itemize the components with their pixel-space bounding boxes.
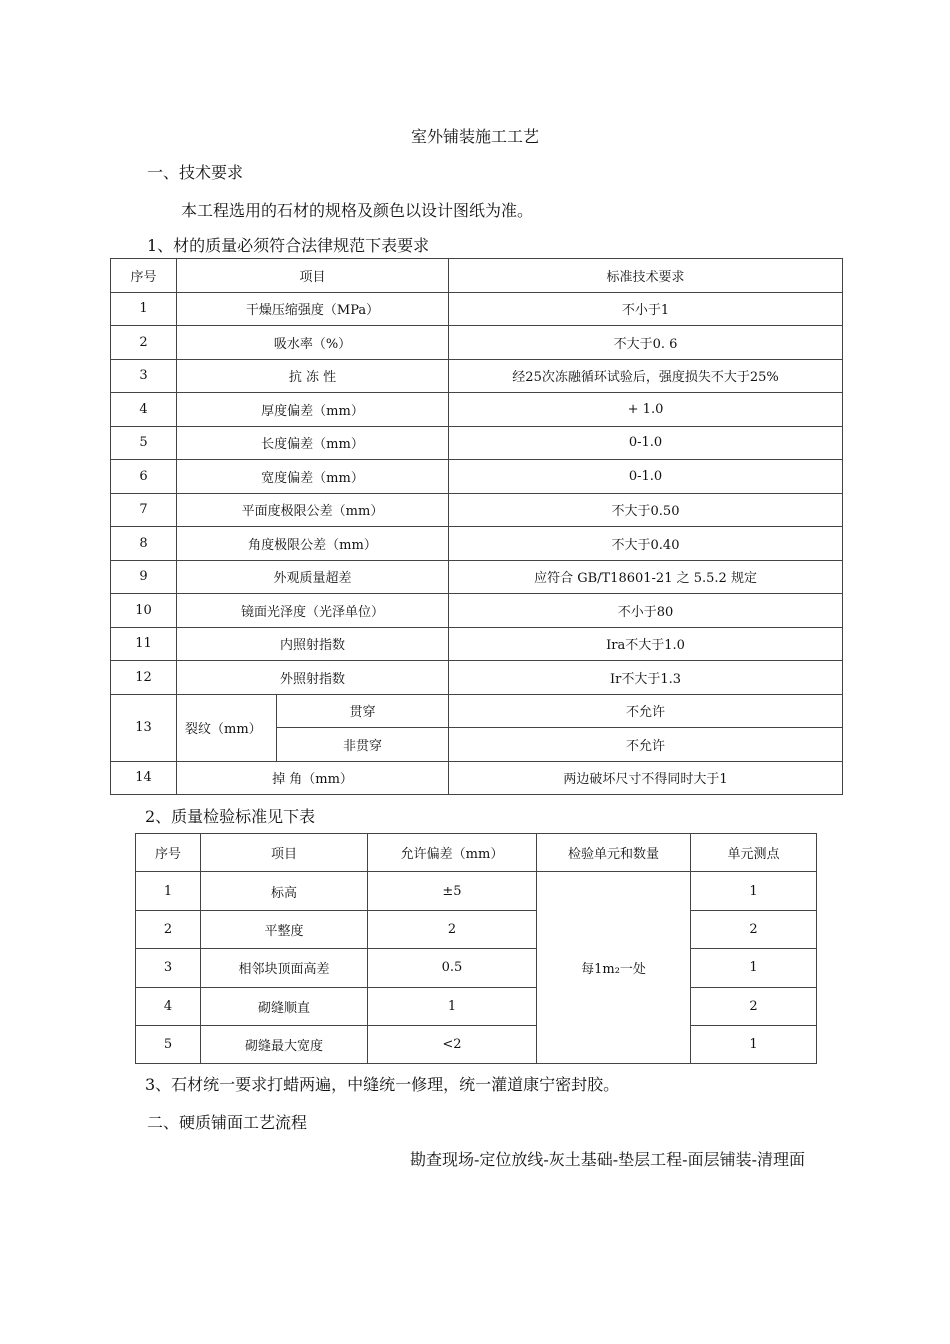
row-points: 1 (691, 872, 817, 910)
inspection-unit-cell: 每1m₂一处 (537, 872, 691, 1064)
row-points: 2 (691, 910, 817, 948)
row-requirement: 不大于0.40 (449, 527, 843, 561)
page-title: 室外铺装施工工艺 (410, 127, 539, 146)
intro-paragraph: 本工程选用的石材的规格及颜色以设计图纸为准。 (181, 201, 534, 220)
table-row (111, 627, 843, 661)
row-number: 11 (111, 627, 177, 661)
row-item: 标高 (201, 872, 368, 910)
row-requirement: 两边破坏尺寸不得同时大于1 (449, 761, 843, 795)
row-requirement: 不允许 (449, 728, 843, 762)
row-tolerance: ±5 (368, 872, 537, 910)
row-tolerance: 2 (368, 910, 537, 948)
table-row (136, 910, 817, 948)
row-requirement: 不允许 (449, 694, 843, 728)
row-number: 3 (111, 359, 177, 393)
row-number: 12 (111, 661, 177, 695)
row-item: 镜面光泽度（光泽单位） (177, 594, 449, 628)
material-requirements-table (110, 258, 843, 795)
row-requirement: 应符合 GB/T18601-21 之 5.5.2 规定 (449, 560, 843, 594)
section-heading-process-flow: 二、硬质铺面工艺流程 (147, 1113, 308, 1132)
row-subitem: 非贯穿 (277, 728, 449, 762)
row-number: 7 (111, 493, 177, 527)
row-item: 裂纹（mm） (177, 694, 277, 761)
table-row (111, 292, 843, 326)
table-row (111, 326, 843, 360)
row-number: 1 (136, 872, 201, 910)
row-points: 1 (691, 1025, 817, 1063)
row-item: 角度极限公差（mm） (177, 527, 449, 561)
subheading-material-quality: 1、材的质量必须符合法律规范下表要求 (147, 236, 430, 255)
row-item: 外观质量超差 (177, 560, 449, 594)
header-cell: 项目 (201, 834, 368, 872)
table-row (111, 426, 843, 460)
row-item: 干燥压缩强度（MPa） (177, 292, 449, 326)
row-number: 5 (136, 1025, 201, 1063)
table-row (136, 987, 817, 1025)
row-requirement: 不小于80 (449, 594, 843, 628)
header-cell: 序号 (136, 834, 201, 872)
table-row (136, 1025, 817, 1063)
table-row (136, 872, 817, 910)
header-cell: 允许偏差（mm） (368, 834, 537, 872)
row-requirement: Ir不大于1.3 (449, 661, 843, 695)
row-number: 5 (111, 426, 177, 460)
inspection-standard-table (135, 833, 817, 1064)
table-row (111, 560, 843, 594)
row-number: 6 (111, 460, 177, 494)
row-item: 外照射指数 (177, 661, 449, 695)
row-item: 掉 角（mm） (177, 761, 449, 795)
table-row (111, 460, 843, 494)
table-row (111, 594, 843, 628)
row-subitem: 贯穿 (277, 694, 449, 728)
row-number: 4 (111, 393, 177, 427)
table-row (111, 761, 843, 795)
row-requirement: 不大于0.50 (449, 493, 843, 527)
row-item: 相邻块顶面高差 (201, 949, 368, 987)
row-number: 3 (136, 949, 201, 987)
row-number: 14 (111, 761, 177, 795)
row-item: 砌缝最大宽度 (201, 1025, 368, 1063)
table-row (111, 694, 843, 728)
row-tolerance: <2 (368, 1025, 537, 1063)
row-number: 13 (111, 694, 177, 761)
row-number: 1 (111, 292, 177, 326)
row-requirement: + 1.0 (449, 393, 843, 427)
row-number: 2 (136, 910, 201, 948)
row-number: 9 (111, 560, 177, 594)
row-item: 平面度极限公差（mm） (177, 493, 449, 527)
row-item: 宽度偏差（mm） (177, 460, 449, 494)
subheading-stone-waxing: 3、石材统一要求打蜡两遍，中缝统一修理，统一灌道康宁密封胶。 (145, 1075, 620, 1094)
table-row (111, 359, 843, 393)
table-row (111, 493, 843, 527)
row-number: 8 (111, 527, 177, 561)
row-number: 10 (111, 594, 177, 628)
row-item: 砌缝顺直 (201, 987, 368, 1025)
row-item: 长度偏差（mm） (177, 426, 449, 460)
row-requirement: 0-1.0 (449, 460, 843, 494)
subheading-inspection-standard: 2、质量检验标准见下表 (145, 807, 316, 826)
header-cell: 项目 (177, 259, 449, 293)
row-requirement: 不大于0. 6 (449, 326, 843, 360)
table-row (111, 527, 843, 561)
row-item: 平整度 (201, 910, 368, 948)
header-cell: 单元测点 (691, 834, 817, 872)
table-header-row (111, 259, 843, 293)
table-row (136, 949, 817, 987)
table-row (111, 393, 843, 427)
header-cell: 序号 (111, 259, 177, 293)
row-requirement: 经25次冻融循环试验后，强度损失不大于25% (449, 359, 843, 393)
row-tolerance: 1 (368, 987, 537, 1025)
row-requirement: Ira不大于1.0 (449, 627, 843, 661)
row-number: 2 (111, 326, 177, 360)
row-number: 4 (136, 987, 201, 1025)
row-requirement: 不小于1 (449, 292, 843, 326)
header-cell: 标准技术要求 (449, 259, 843, 293)
row-tolerance: 0.5 (368, 949, 537, 987)
table-row (111, 661, 843, 695)
row-item: 厚度偏差（mm） (177, 393, 449, 427)
row-item: 吸水率（%） (177, 326, 449, 360)
table-header-row (136, 834, 817, 872)
header-cell: 检验单元和数量 (537, 834, 691, 872)
section-heading-tech-requirements: 一、技术要求 (147, 163, 244, 182)
row-points: 2 (691, 987, 817, 1025)
process-flow-text: 勘查现场-定位放线-灰土基础-垫层工程-面层铺装-清理面 (409, 1150, 805, 1169)
row-requirement: 0-1.0 (449, 426, 843, 460)
row-item: 抗 冻 性 (177, 359, 449, 393)
row-item: 内照射指数 (177, 627, 449, 661)
row-points: 1 (691, 949, 817, 987)
